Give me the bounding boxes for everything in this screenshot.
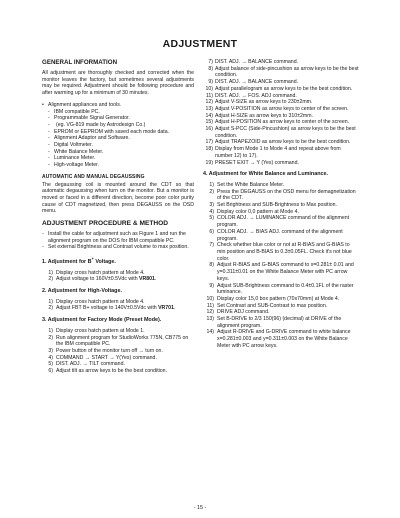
procedure-heading: ADJUSTMENT PROCEDURE & METHOD (42, 220, 169, 228)
step-item: 14) Adjust H-SIZE as arrow keys to 310±2mm. (205, 112, 313, 119)
step-item: 13) Set B-DRIVE to 2/3 150(96) (decimal) at DRIVE of the alignment program. (206, 316, 342, 329)
factory-steps-right (203, 59, 359, 166)
step-item: 8) Adjust R-BIAS and G-BIAS command to x=0.281± 0.01 and y=0.311±0.01 on the White Balance Meter with PC arrow keys. (209, 262, 354, 282)
step-item: 2) Adjust voltage to 160V±0.5Vdc with VR801. (48, 276, 157, 283)
tool-item: - Alignment Adaptor and Software. (48, 135, 194, 142)
step-item: 10) Display color 15,0 box pattern (70x70mm) at Mode 4. (206, 295, 340, 302)
step-item: 12) DRIVE ADJ command. (206, 309, 270, 316)
step-item: 17) Adjust TRAPEZOID as arrow keys to be the best condition. (205, 139, 351, 146)
white-balance-steps (203, 182, 359, 350)
step-item: 3) Set Brightness and SUB-Brightness to Max position. (209, 202, 337, 209)
step-item: 1) Display cross hatch pattern at Mode 1. (48, 327, 145, 334)
right-column (203, 59, 359, 350)
step-item: 2) Press the DEGAUSS on the OSD menu for demagnetization of the CDT. (209, 188, 356, 202)
page-title: ADJUSTMENT (162, 38, 238, 50)
step-item: 5) COLOR ADJ. → LUMINANCE command of the alignment program. (209, 215, 350, 229)
page-number: - 15 - (193, 505, 207, 511)
step-item: 4) COMMAND → START → Y(Yes) command. (48, 354, 157, 361)
step-item: 13) Adjust V-POSITION as arrow keys to center of the screen. (205, 105, 349, 112)
alignment-tools (42, 102, 194, 169)
degauss-heading: AUTOMATIC AND MANUAL DEGAUSSING (42, 173, 145, 180)
step-item: 4) Display color 0,0 pattern at Mode 4. (209, 208, 299, 215)
hv-heading: 2. Adjustment for High-Voltage. (42, 288, 122, 295)
tool-item: - (eg. VG-819 made by Astrodesign Co.) (48, 122, 194, 129)
step-item: 2) Run alignment program for StudioWorks 775N, CB775 on the IBM compatible PC. (48, 334, 189, 348)
step-item: 8) Adjust balance of side-pincushion as arrow keys to be the best condition. (208, 65, 359, 79)
hv-steps (42, 299, 194, 312)
step-item: 3) Power button of the monitor turn off → turn on. (48, 348, 163, 354)
tool-item: - High-voltage Meter. (48, 162, 194, 169)
factory-steps-left (42, 328, 194, 375)
step-item: 14) Adjust R-DRIVE and G-DRIVE command to white balance x=0.281±0.003 and y=0.311±0.003 on the White Balance Meter with PC arrow keys. (206, 329, 351, 349)
step-item: 7) Check whether blue color or not at R-BIAS and G-BIAS to min position and B-BIAS to 0.3±0.05FL. Check it's not blue color. (209, 242, 352, 262)
step-item: 11) Set Contrast and SUB-Contrast to max position. (206, 302, 328, 309)
degauss-text: The degaussing coil is mounted around the CDT so that automatic degaussing when turn on the monitor. But a monitor is moved or faced in a different direction, become poor color purity cause of CDT magnetized, then press DEGAUSS on the OSD menu. (42, 181, 194, 215)
step-item: 9) Adjust SUB-Brightness command to 0.4±0.1FL of the raster luminance. (209, 282, 354, 296)
step-item: 6) Adjust tilt as arrow keys to be the best condition. (48, 368, 168, 375)
step-item: 2) Adjust FBT B+ voltage to 140V±0.5Vdc with VR701. (48, 305, 176, 312)
left-column (42, 59, 194, 375)
step-item: 7) DIST. ADJ. → BALANCE command. (208, 59, 299, 65)
tool-item: - White Balance Meter. (48, 149, 194, 156)
bplus-heading: 1. Adjustment for B+ Voltage. (42, 256, 116, 265)
step-item: 19) PRESET EXIT → Y (Yes) command. (205, 159, 299, 166)
tools-bullet: • Alignment appliances and tools. - IBM compatible PC. - Programmable Signal Generator. - (eg. VG-819 made by Astrodesign Co.) - EPROM or EEPROM with saved each mode data. - Alignment Adaptor and Software. - Digital Voltmeter. - White Balance Meter. - Luminance Meter. - High-voltage Meter. (42, 102, 194, 169)
tool-item: - EPROM or EEPROM with saved each mode data. (48, 129, 194, 136)
procedure-item: - Set external Brightness and Contrast volume to max position. (42, 244, 194, 251)
tool-item: - Luminance Meter. (48, 155, 194, 162)
step-item: 15) Adjust H-POSITION as arrow keys to center of the screen. (205, 119, 350, 126)
step-item: 5) DIST. ADJ. → TILT command. (48, 361, 125, 368)
white-balance-heading: 4. Adjustment for White Balance and Luminance. (203, 171, 329, 178)
procedure-item: - Install the cable for adjustment such as Figure 1 and run the alignment program on the DOS for IBM compatible PC. (42, 231, 194, 244)
factory-heading: 3. Adjustment for Factory Mode (Preset Mode). (42, 317, 162, 324)
step-item: 10) Adjust parallelogram as arrow keys to be the best condition. (205, 85, 353, 92)
step-item: 6) COLOR ADJ. → BIAS ADJ. command of the alignment program. (209, 228, 343, 242)
bplus-steps (42, 270, 194, 283)
tool-item: - Programmable Signal Generator. (48, 115, 194, 122)
step-item: 12) Adjust V-SIZE as arrow keys to 230±2mm. (205, 99, 313, 106)
step-item: 9) DIST. ADJ. → BALANCE command. (208, 79, 299, 86)
step-item: 11) DIST. ADJ. → FOS. ADJ command. (205, 92, 297, 99)
step-item: 1) Set the White Balance Meter. (209, 181, 285, 188)
general-intro: All adjustment are thoroughly checked and corrected when the monitor leaves the factory, but sometimes several adjustments may be required. Adjustment should be following procedure and after warming up for a minimum of 30 minutes. (42, 70, 194, 97)
general-heading: GENERAL INFORMATION (42, 59, 118, 66)
step-item: 16) Adjust S-PCC (Side-Pincushion) as arrow keys to be the best condition. (205, 126, 356, 139)
procedure-list (42, 231, 194, 251)
tool-item: - Digital Voltmeter. (48, 142, 194, 149)
step-item: 1) Display cross hatch pattern at Mode 4. (48, 298, 145, 305)
step-item: 1) Display cross hatch pattern at Mode 4. (48, 269, 145, 276)
tools-list (48, 109, 194, 169)
step-item: 18) Display from Mode 1 to Mode 4 and repeat above from number 12) to 17). (205, 146, 341, 159)
tool-item: - IBM compatible PC. (48, 109, 194, 116)
